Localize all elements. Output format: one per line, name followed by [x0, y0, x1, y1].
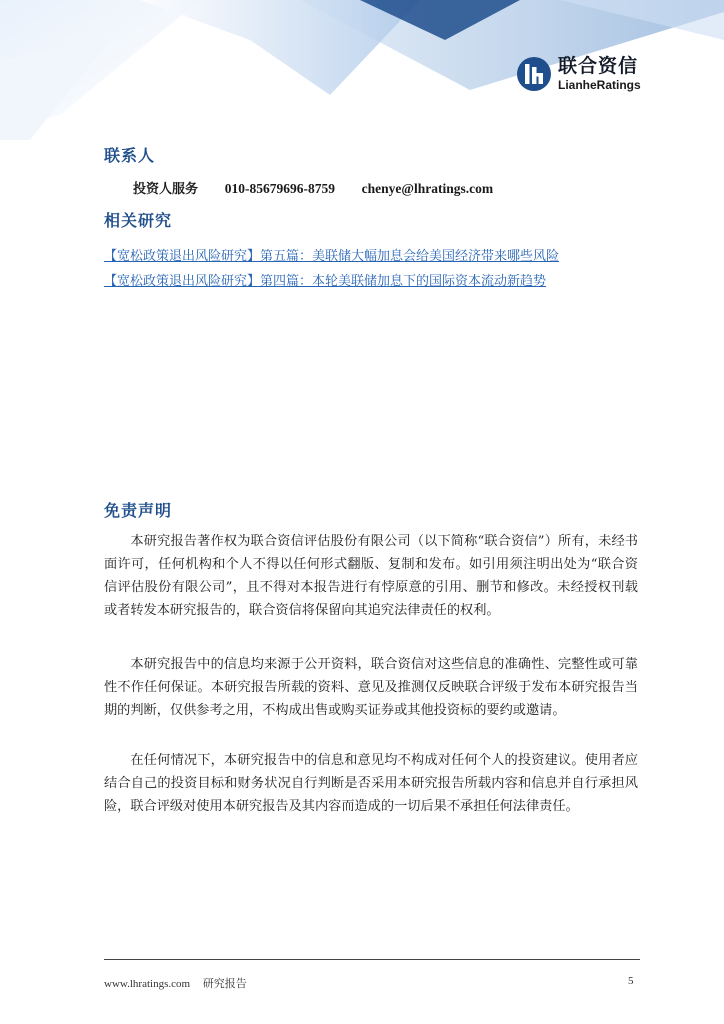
footer-website[interactable]: www.lhratings.com: [104, 978, 191, 990]
related-link-item[interactable]: 【宽松政策退出风险研究】第五篇：美联储大幅加息会给美国经济带来哪些风险: [104, 249, 560, 264]
footer-doc-type: 研究报告: [202, 978, 247, 990]
footer-info: [104, 975, 257, 991]
related-section-title: 相关研究: [104, 211, 173, 230]
contact-line: [133, 178, 493, 197]
footer-divider: [104, 959, 640, 960]
brand-name-cn: 联合资信: [558, 55, 639, 77]
contact-section-title: 联系人: [104, 146, 156, 165]
contact-phone: 010-85679696-8759: [224, 181, 335, 196]
related-link-item[interactable]: 【宽松政策退出风险研究】第四篇：本轮美联储加息下的国际资本流动新趋势: [104, 274, 547, 289]
page-number: 5: [628, 975, 634, 987]
brand-name-en: LianheRatings: [558, 78, 641, 92]
contact-email[interactable]: chenye@lhratings.com: [361, 181, 494, 196]
lianhe-logo-icon: [516, 56, 552, 92]
disclaimer-paragraph: 在任何情况下，本研究报告中的信息和意见均不构成对任何个人的投资建议。使用者应结合自己的投资目标和财务状况自行判断是否采用本研究报告所载内容和信息并自行承担风险，联合评级对使用本研究报告及其内容而造成的一切后果不承担任何法律责任。: [104, 753, 638, 814]
disclaimer-paragraph: 本研究报告中的信息均来源于公开资料，联合资信对这些信息的准确性、完整性或可靠性不作任何保证。本研究报告所载的资料、意见及推测仅反映联合评级于发布本研究报告当期的判断，仅供参考之用，不构成出售或购买证券或其他投资标的要约或邀请。: [104, 657, 638, 718]
disclaimer-section-title: 免责声明: [104, 501, 173, 520]
disclaimer-paragraph: 本研究报告著作权为联合资信评估股份有限公司（以下简称“联合资信”）所有，未经书面许可，任何机构和个人不得以任何形式翻版、复制和发布。如引用须注明出处为“联合资信评估股份有限公司”，且不得对本报告进行有悖原意的引用、删节和修改。未经授权刊载或者转发本研究报告的，联合资信将保留向其追究法律责任的权利。: [104, 534, 638, 618]
company-logo: [516, 56, 641, 92]
contact-label: 投资人服务: [133, 182, 199, 197]
